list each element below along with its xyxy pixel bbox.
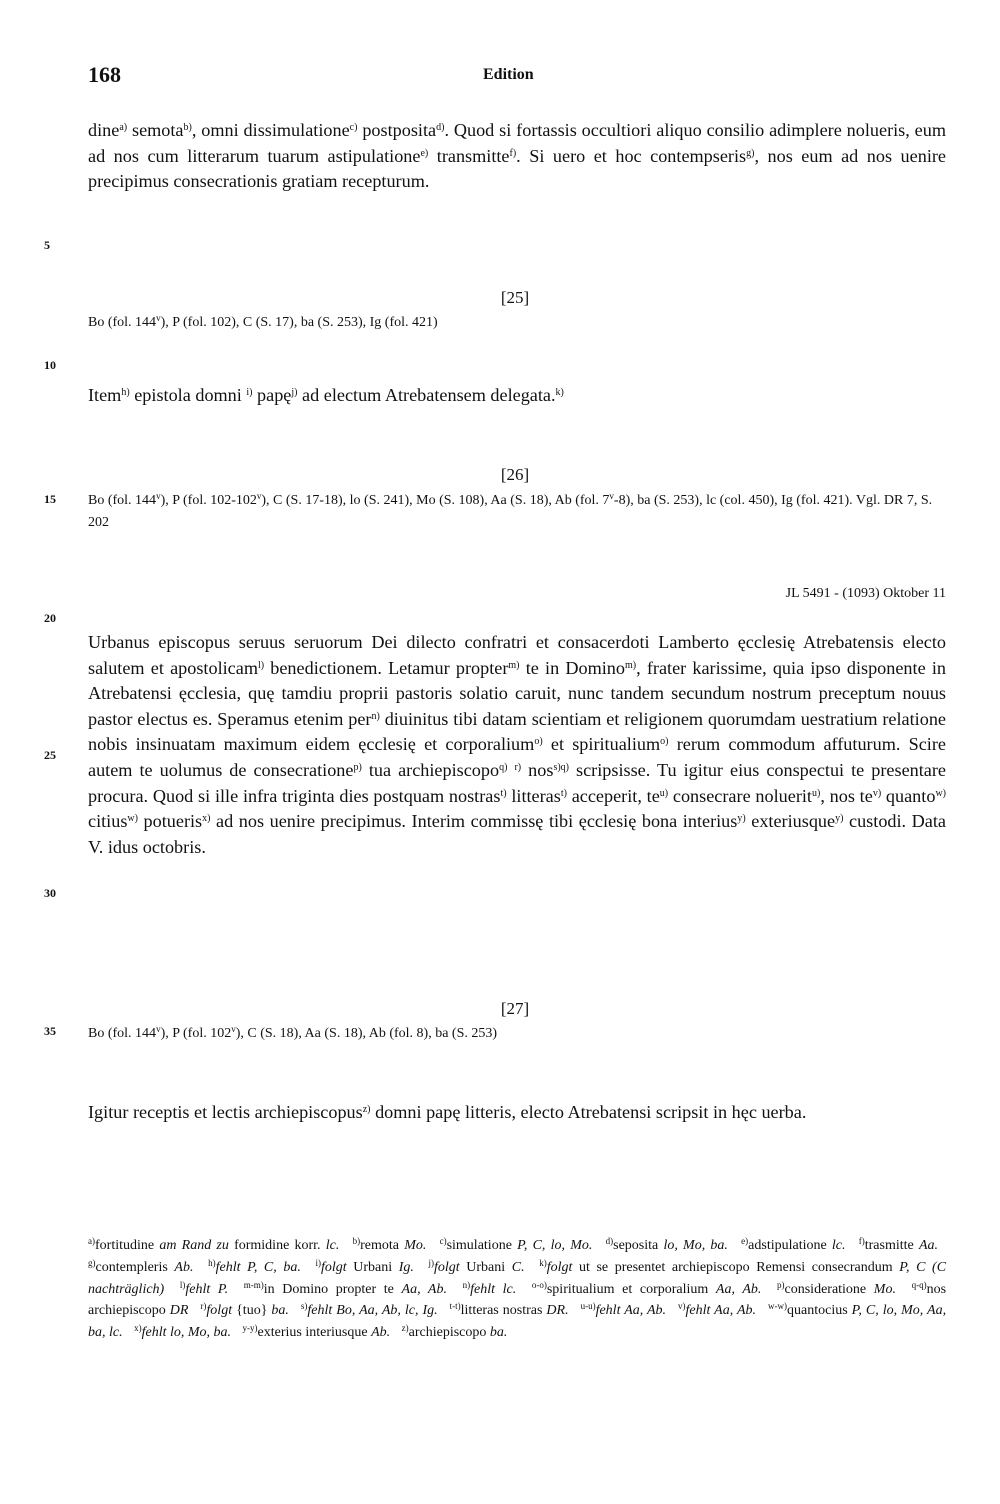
line-number: 25 [44, 748, 56, 762]
apparatus-marker: y) [835, 813, 844, 825]
footnote: $^{e)}$adstipulatione lc. [741, 1236, 846, 1253]
apparatus-marker: v [256, 491, 262, 501]
footnote-marker: d) [605, 1236, 614, 1246]
apparatus-marker: o) [660, 736, 669, 748]
apparatus-marker: j) [291, 387, 298, 398]
apparatus-marker: y) [737, 813, 746, 825]
footnote: $^{j)}$folgt Urbani C. [428, 1257, 525, 1275]
apparatus-marker: x) [202, 813, 211, 825]
footnote-marker: g) [88, 1257, 96, 1268]
section-26-text: Urbanus episcopus seruus seruorum Dei dilecto confratri et consacerdoti Lamberto ęcclesię Atrebatensis electo salutem et apostolicam$^{l)}$ benedictionem. Letamur propter$^{m)}$ te in Domino$^{m)}$, frater karissime, quia ipso disponente in Atrebatensi ęcclesia, quę tamdiu proprii pastoris solatio caruit, nunc tandem secundum nostrum preceptum nouus pastor electus es. Speramus etenim per$^{n)}$ diuinitus tibi datam scientiam et religionem quorumdam uestratium relatione nobis insinuatam maximum eidem ęcclesię et corporalium$^{o)}$ et spiritualium$^{o)}$ rerum commodum affuturum. Scire autem te uolumus de consecratione$^{p)}$ tua archiepiscopo$^{q)}$ $^{r)}$ nos$^{s)q)}$ scripsisse. Tu igitur eius conspectui te presentare procura. Quod si ille infra triginta dies postquam nostras$^{t)}$ litteras$^{t)}$ acceperit, $te^{u)}$ consecrare noluerit$^{u)}$, nos $te^{v)}$ quanto$^{w)}$ citius$^{w)}$ potueris$^{x)}$ ad nos uenire precipimus. Interim commissę tibi ęcclesię bona interius$^{y)}$ exteriusque$^{y)}$ custodi. Data V. idus octobris. [88, 632, 947, 857]
footnote: $^{l)}$fehlt P. [179, 1279, 229, 1297]
footnote-marker: m-m) [243, 1279, 264, 1290]
footnote: $^{a)}$fortitudine am Rand zu formidine korr. lc. [88, 1236, 340, 1253]
section-27-number: [27] [500, 999, 530, 1018]
footnote-marker: z) [401, 1323, 409, 1334]
footnote-marker: l) [179, 1279, 186, 1290]
apparatus-marker: i) [246, 387, 253, 398]
footnote: $^{x)}$fehlt lo, Mo, ba. [134, 1323, 232, 1341]
footnote: $^{z)}$archiepiscopo ba. [401, 1323, 508, 1341]
footnote-marker: e) [741, 1236, 749, 1246]
apparatus-marker: v [609, 491, 614, 501]
footnote-marker: r) [200, 1301, 207, 1312]
top-paragraph: dine$^{a)}$ semota$^{b)}$, omni dissimulatione$^{c)}$ postposita$^{d)}$. Quod si fortassis occultiori aliquo consilio adimplere nolueris, eum ad nos cum litterarum tuarum astipulatione$^{e)}$ transmitte$^{f)}$. Si uero et hoc contempseris$^{g)}$, nos eum ad nos uenire precipimus consecrationis gratiam recepturum. [88, 120, 947, 192]
footnote-marker: q-q) [911, 1279, 927, 1290]
footnote: $^{b)}$remota Mo. [352, 1236, 427, 1253]
apparatus-marker: r) [514, 761, 522, 773]
footnote: $^{q-q)}$nos archiepiscopo DR [88, 1279, 947, 1319]
footnote-marker: k) [539, 1257, 547, 1268]
footnote-marker: j) [428, 1257, 434, 1268]
apparatus-marker: w) [127, 813, 138, 825]
footnote-marker: y-y) [242, 1323, 258, 1334]
apparatus-marker: l) [257, 659, 265, 671]
footnote-marker: v) [678, 1301, 686, 1312]
footnote-marker: a) [88, 1236, 95, 1246]
footnote: $^{u-u)}$fehlt Aa, Ab. [580, 1301, 667, 1319]
jl-reference: JL 5491 - (1093) Oktober 11 [785, 586, 946, 601]
apparatus-marker: u) [811, 787, 821, 799]
footnote: $^{v)}$fehlt Aa, Ab. [678, 1301, 757, 1319]
line-number: 20 [44, 611, 56, 625]
apparatus-marker: g) [746, 147, 755, 159]
apparatus-marker: v [156, 1024, 161, 1034]
apparatus-marker: d) [436, 122, 445, 133]
footnote-marker: n) [462, 1279, 471, 1290]
apparatus-marker: b) [183, 122, 192, 133]
section-25-number: [25] [500, 288, 530, 307]
apparatus-marker: k) [555, 387, 564, 398]
line-number: 30 [44, 886, 56, 900]
line-number: 15 [44, 492, 56, 506]
footnote: $^{h)}$fehlt P, C, ba. [208, 1257, 301, 1275]
section-27-text: Igitur receptis et lectis archiepiscopus$^{z)}$ domni papę litteris, electo Atrebatensi scripsit in hęc uerba. [88, 1102, 807, 1122]
footnote: $^{o-o)}$spiritualium et corporalium Aa, Ab. [531, 1279, 762, 1297]
section-26-number: [26] [500, 465, 530, 484]
apparatus-marker: t) [560, 787, 567, 799]
apparatus-marker: q) [499, 761, 508, 773]
footnote-marker: t-t) [449, 1301, 461, 1312]
footnote-marker: p) [777, 1279, 785, 1290]
footnote: $^{p)}$consideratione Mo. [777, 1279, 896, 1297]
footnote-marker: s) [300, 1301, 308, 1312]
footnote-marker: w-w) [768, 1301, 788, 1312]
line-number: 5 [44, 238, 50, 252]
apparatus-marker: h) [121, 387, 130, 398]
apparatus-marker: v [231, 1024, 236, 1034]
section-27-witnesses: Bo (fol. 144$^v$), P (fol. 102$^v$), C (S. 18), Aa (S. 18), Ab (fol. 8), ba (S. 253) [88, 1024, 498, 1041]
footnote-marker: b) [352, 1236, 361, 1246]
footnote: $^{r)}$folgt {tuo} ba. [200, 1301, 289, 1319]
section-25-text: Item$^{h)}$ epistola domni $^{i)}$ papę$^{j)}$ ad electum Atrebatensem delegata.$^{k)}$ [88, 385, 564, 405]
apparatus-marker: a) [119, 122, 128, 133]
apparatus-marker: z) [362, 1104, 371, 1115]
footnote-marker: f) [858, 1236, 865, 1246]
apparatus-marker: u) [659, 787, 669, 799]
footnote-marker: u-u) [580, 1301, 596, 1312]
footnote-marker: x) [134, 1323, 142, 1334]
footnote: $^{w-w)}$quantocius P, C, lo, Mo, Aa, ba, lc. [88, 1301, 947, 1341]
footnote: $^{d)}$seposita lo, Mo, ba. [605, 1236, 728, 1253]
footnote-marker: c) [439, 1236, 447, 1246]
section-26-witnesses: Bo (fol. 144$^v$), P (fol. 102-102$^v$), C (S. 17-18), lo (S. 241), Mo (S. 108), Aa (S. 18), Ab (fol. 7$^v$-8), ba (S. 253), lc (col. 450), Ig (fol. 421). Vgl. DR 7, S. 202 [88, 491, 933, 530]
running-head: Edition [483, 66, 534, 83]
apparatus-marker: e) [420, 147, 429, 159]
apparatus-marker: v) [872, 787, 882, 799]
section-25-witnesses: Bo (fol. 144$^v$), P (fol. 102), C (S. 17), ba (S. 253), Ig (fol. 421) [88, 313, 438, 330]
apparatus-marker: s)q) [553, 761, 569, 773]
footnote: $^{s)}$fehlt Bo, Aa, Ab, lc, Ig. [300, 1301, 438, 1319]
footnote: $^{g)}$contempleris Ab. [88, 1257, 194, 1275]
apparatus-marker: t) [500, 787, 507, 799]
footnotes [88, 1235, 946, 1344]
line-number: 35 [44, 1024, 56, 1038]
footnote: $^{f)}$trasmitte Aa. [858, 1236, 939, 1253]
footnote-marker: h) [208, 1257, 216, 1268]
apparatus-marker: m) [624, 659, 637, 671]
line-number: 10 [44, 358, 56, 372]
footnote: $^{c)}$simulatione P, C, lo, Mo. [439, 1236, 593, 1253]
apparatus-marker: f) [509, 147, 517, 159]
footnote: $^{y-y)}$exterius interiusque Ab. [242, 1323, 391, 1341]
footnote: $^{t-t)}$litteras nostras DR. [449, 1301, 569, 1319]
footnote: $^{i)}$folgt Urbani Ig. [315, 1257, 414, 1275]
apparatus-marker: w) [935, 787, 946, 799]
footnote-marker: o-o) [531, 1279, 547, 1290]
apparatus-marker: m) [508, 659, 520, 671]
apparatus-marker: p) [353, 761, 362, 773]
apparatus-marker: v [156, 313, 161, 323]
footnote-marker: i) [315, 1257, 321, 1268]
apparatus-marker: v [156, 491, 161, 501]
page-number: 168 [88, 62, 121, 87]
footnote: $^{m-m)}$in Domino propter te Aa, Ab. [243, 1279, 447, 1297]
apparatus-marker: o) [534, 736, 543, 748]
footnote: $^{k)}$folgt ut se presentet archiepiscopo Remensi consecrandum P, C (C nachträglich) [88, 1257, 947, 1297]
footnote: $^{n)}$fehlt lc. [462, 1279, 517, 1297]
apparatus-marker: n) [371, 710, 380, 722]
apparatus-marker: c) [349, 122, 358, 133]
